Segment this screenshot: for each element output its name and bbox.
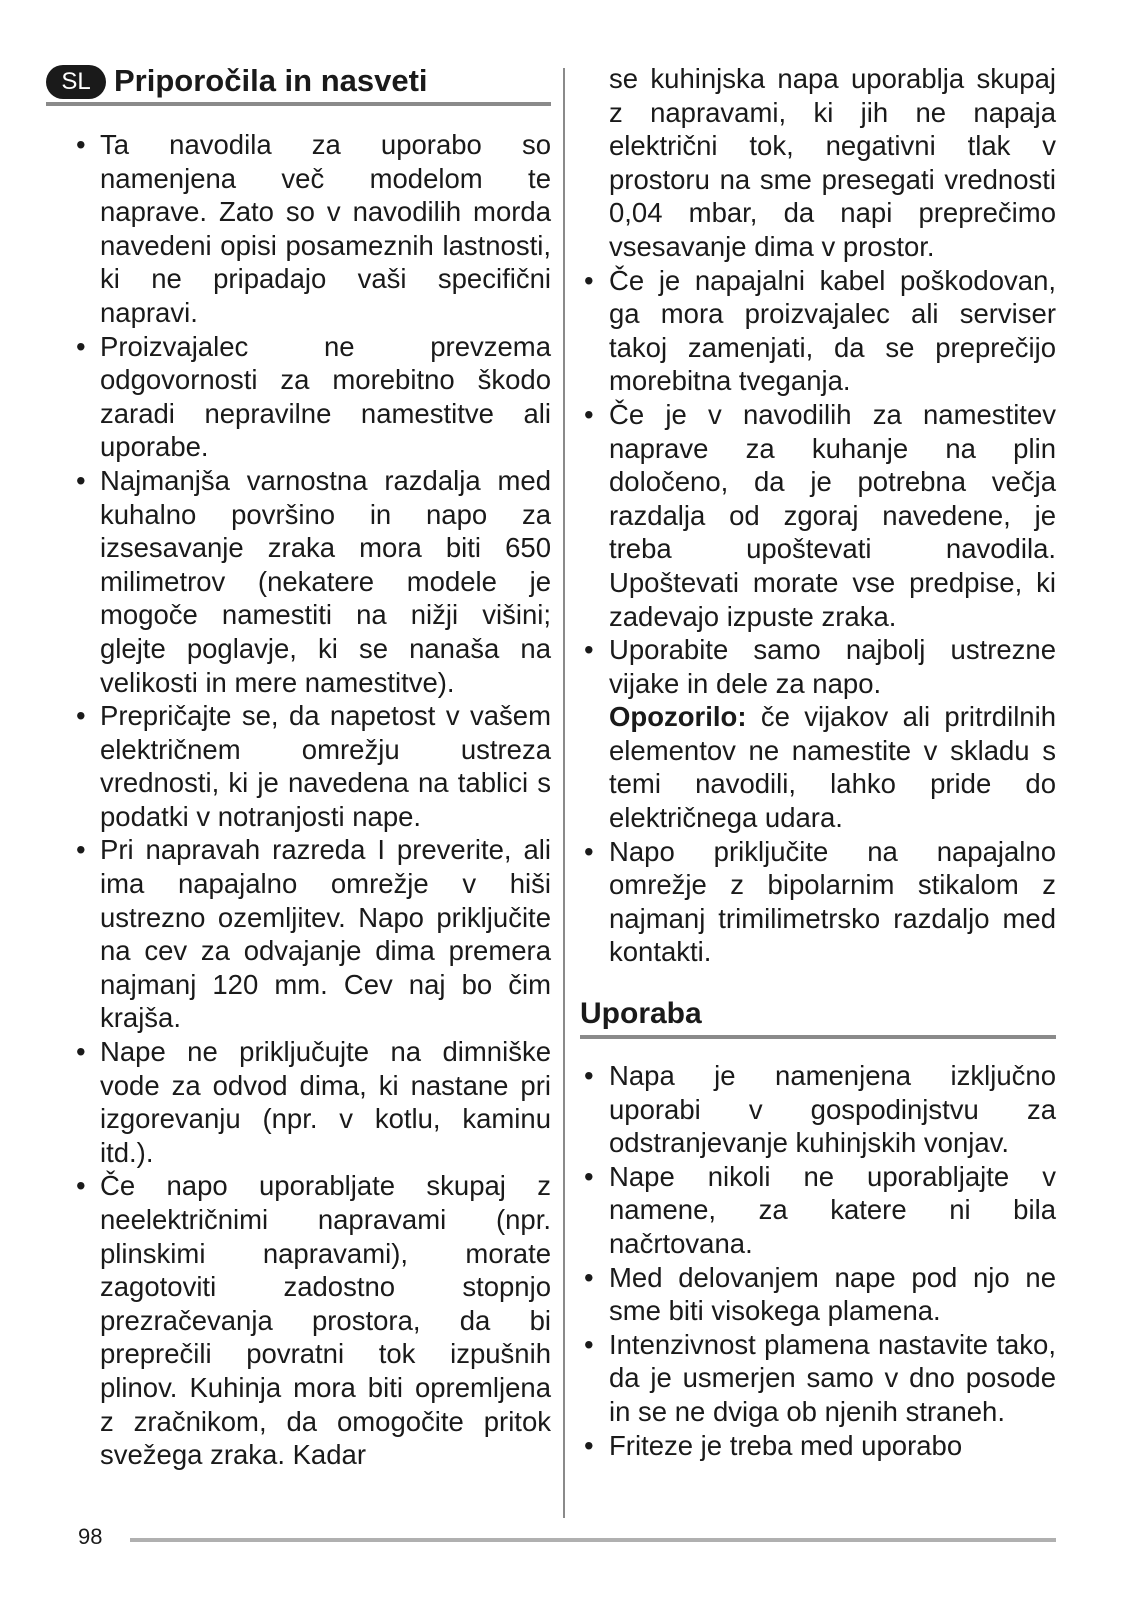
bullet-icon: • [584, 264, 594, 296]
bullet-icon: • [76, 1170, 86, 1202]
right-column [580, 62, 1056, 1462]
bullet-icon: • [76, 700, 86, 732]
bullet-icon: • [584, 1060, 594, 1092]
list-item: • Intenzivnost plamena nastavite tako, da je usmerjen samo v dno posode in se ne dviga ob njenih straneh. [584, 1328, 1056, 1427]
column-divider [563, 68, 565, 1518]
list-item: • Prepričajte se, da napetost v vašem električnem omrežju ustreza vrednosti, ki je navedena na tablici s podatki v notranjosti nape. [76, 700, 551, 832]
bullet-icon: • [76, 834, 86, 866]
bullet-icon: • [584, 1261, 594, 1293]
bullet-icon: • [584, 1429, 594, 1461]
list-item: • Uporabite samo najbolj ustrezne vijake in dele za napo. [584, 634, 1056, 699]
recommendations-list-continued [580, 264, 1056, 701]
bullet-icon: • [76, 330, 86, 362]
bullet-icon: • [584, 398, 594, 430]
list-item: • Ta navodila za uporabo so namenjena več modelom te naprave. Zato so v navodilih morda navedeni opisi posameznih lastnosti, ki ne pripadajo vaši specifični napravi. [76, 129, 551, 328]
bullet-icon: • [584, 835, 594, 867]
list-item: • Nape nikoli ne uporabljajte v namene, za katere ni bila načrtovana. [584, 1160, 1056, 1259]
continued-paragraph: se kuhinjska napa uporablja skupaj z napravami, ki jih ne napaja električni tok, negativni tlak v prostoru na sme presegati vrednosti 0,04 mbar, da napi preprečimo vsesavanje dima v prostor. [609, 63, 1056, 262]
bullet-icon: • [76, 129, 86, 160]
warning-label: Opozorilo: [609, 701, 747, 733]
warning-text: če vijakov ali pritrdilnih elementov ne namestite v skladu s temi navodili, lahko pride do električnega udara. [609, 701, 1056, 834]
list-item: • Najmanjša varnostna razdalja med kuhalno površino in napo za izsesavanje zraka mora biti 650 milimetrov (nekatere modele je mogoče namestiti na nižji višini; glejte poglavje, ki se nanaša na velikosti in mere namestitve). [76, 464, 551, 698]
bullet-icon: • [76, 464, 86, 496]
bullet-icon: • [584, 634, 594, 666]
list-item: • Proizvajalec ne prevzema odgovornosti za morebitno škodo zaradi nepravilne namestitve ali uporabe. [76, 330, 551, 463]
list-item: • Če je napajalni kabel poškodovan, ga mora proizvajalec ali serviser takoj zamenjati, da se preprečijo morebitna tveganja. [584, 264, 1056, 397]
list-item: • Pri napravah razreda I preverite, ali ima napajalno omrežje v hiši ustrezno ozemljitev. Napo priključite na cev za odvajanje dima premera najmanj 120 mm. Cev naj bo čim krajša. [76, 834, 551, 1034]
page-title: Priporočila in nasveti [114, 63, 428, 98]
list-item: • Med delovanjem nape pod njo ne sme biti visokega plamena. [584, 1261, 1056, 1327]
bullet-icon: • [584, 1160, 594, 1192]
list-item: • Če napo uporabljate skupaj z neelektričnimi napravami (npr. plinskimi napravami), morate zagotoviti zadostno stopnjo prezračevanja prostora, da bi preprečili povratni tok izpušnih plinov. Kuhinja mora biti opremljena z zračnikom, da omogočite pritok svežega zraka. Kadar [76, 1170, 551, 1471]
section-title: Uporaba [580, 997, 702, 1031]
page-number: 98 [78, 1524, 103, 1549]
section-heading-recommendations [46, 62, 551, 106]
list-item: • Napa je namenjena izključno uporabi v gospodinjstvu za odstranjevanje kuhinjskih vonjav. [584, 1060, 1056, 1159]
language-badge: SL [46, 65, 106, 99]
warning-note [580, 700, 1056, 834]
list-item: • Friteze je treba med uporabo [584, 1429, 963, 1461]
bullet-icon: • [584, 1328, 594, 1360]
list-item: • Če je v navodilih za namestitev naprave za kuhanje na plin določeno, da je potrebna večja razdalja od zgoraj navedene, je treba upoštevati navodila. Upoštevati morate vse predpise, ki zadevajo izpuste zraka. [584, 398, 1056, 632]
recommendations-list [46, 128, 551, 1472]
list-item: • Napo priključite na napajalno omrežje z bipolarnim stikalom z najmanj trimilimetrsko razdaljo med kontakti. [584, 835, 1056, 968]
recommendations-list-end [580, 835, 1056, 969]
bullet-icon: • [76, 1036, 86, 1068]
footer-rule [130, 1538, 1056, 1542]
list-item: • Nape ne priključujte na dimniške vode za odvod dima, ki nastane pri izgorevanju (npr. v kotlu, kaminu itd.). [76, 1036, 551, 1168]
left-column [46, 62, 551, 1472]
section-heading-usage [580, 995, 1056, 1039]
usage-list [580, 1059, 1056, 1462]
